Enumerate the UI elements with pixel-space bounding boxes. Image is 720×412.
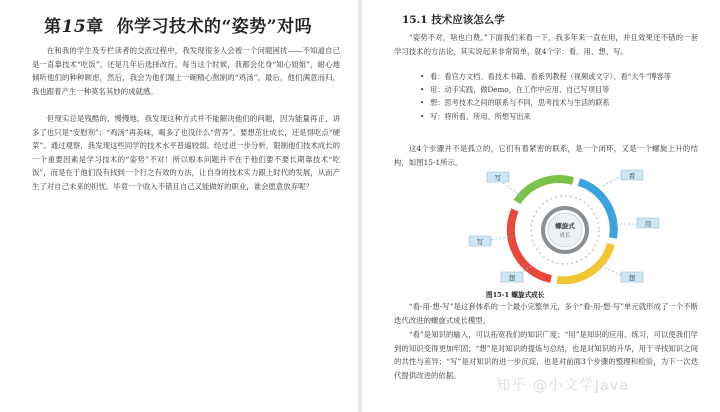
connector-line bbox=[601, 266, 623, 276]
tag-use-right bbox=[637, 218, 659, 228]
tag-look-top-label: 看 bbox=[628, 172, 636, 180]
spiral-growth-figure bbox=[461, 166, 667, 284]
section-title: 15.1 技术应该怎么学 bbox=[402, 14, 505, 26]
intro-paragraph: “姿势不对，啥也白费。”下面我们来看一下，我多年来一直在用，并且效果还不错的一套学习技术的方法论，其实说起来非常简单，就4个字：看、用、想、写。 bbox=[394, 33, 698, 56]
center-label-line1: 螺旋式 bbox=[555, 222, 575, 230]
center-circle-inner bbox=[548, 213, 582, 247]
left-paragraph-2: 但现实总是残酷的，慢慢地，我发现这种方式并不能解决他们的问题，因为能量再正，讲多了也只是“安慰剂”；“鸡汤”再美味，喝多了也没什么“营养”。要想茁壮成长，还是得吃点“硬菜”。通过观察，我发现这些同学的技术水平普遍较弱。经过进一步分析，限制他们技术成长的一个重要因素是学习技术的“姿势”不对！所以根本问题并不在于他们要不要长期靠技术“吃饭”，而是在于他们没有找到一个行之有效的方法，让自身的技术实力跟上时代的发展，从而产生了对自己未来的担忧。毕竟一个收入不错且自己又能做好的职业，谁会愿意放弃呢？ bbox=[32, 114, 340, 191]
connector-line bbox=[603, 176, 621, 186]
chapter-suffix: 章 bbox=[86, 17, 104, 37]
after-bullets-paragraph: 这4个步骤并不是孤立的，它们有着紧密的联系，是一个闭环，又是一个螺旋上升的结构，如图15-1所示。 bbox=[394, 144, 698, 167]
chapter-number: 15 bbox=[61, 17, 87, 37]
para-last: “看”是知识的输入，可以拓宽我们的知识广度；“用”是知识的应用、练习，可以使我们学到的知识变得更加牢固；“想”是对知识的提炼与总结，也是对知识的升华，用于寻找知识之间的共性与差异；“写”是对知识的进一步沉淀，也是对前面3个步骤的整理和检验，为下一次迭代提供改进的依据。 bbox=[394, 330, 698, 380]
tag-think-bottom bbox=[621, 272, 643, 282]
tag-write-left-label: 写 bbox=[476, 238, 484, 246]
zhihu-watermark: 知乎 @小文学Java bbox=[496, 378, 630, 394]
tag-think-bottomleft bbox=[501, 272, 523, 282]
tag-look-top bbox=[621, 170, 643, 180]
chapter-title bbox=[44, 12, 312, 37]
tag-use-right-label: 用 bbox=[644, 220, 652, 228]
para-after-figure: “看-用-想-写”是这套体系的一个最小完整单元，多个“看-用-想-写”单元就形成了一个不断迭代改进的螺旋式成长模型。 bbox=[394, 302, 698, 325]
figure-caption: 图15-1 螺旋式成长 bbox=[486, 291, 545, 299]
tag-write-topleft-label: 写 bbox=[494, 174, 502, 182]
bullet-item-use: • 用：动手实践，做Demo，在工作中应用、自己写项目等 bbox=[402, 83, 702, 96]
tag-think-bottomleft-label: 想 bbox=[508, 274, 516, 282]
left-paragraph-1: 在和我的学生及专栏读者的交流过程中，我发现很多人会被一个问题困扰——不知道自己是一直靠技术“吃饭”，还是几年后选择改行。每当这个时候，我都会化身“知心姐姐”，耐心地倾听他们的种种顾虑，然后，我会为他们端上一碗精心熬制的“鸡汤”。最后，他们满意而归，我也跟着产生一种莫名其妙的成就感。 bbox=[32, 46, 340, 96]
tag-write-left bbox=[469, 236, 491, 246]
bullet-item-think: • 想：思考技术之间的联系与不同，思考技术与生活的联系 bbox=[402, 96, 702, 109]
bullet-item-write: • 写：将所看、所用、所想写出来 bbox=[402, 110, 702, 123]
ring-arc-green bbox=[517, 179, 573, 202]
chapter-heading-text: 你学习技术的“姿势”对吗 bbox=[116, 17, 313, 37]
tag-write-topleft bbox=[487, 172, 509, 182]
chapter-prefix: 第 bbox=[44, 17, 62, 37]
connector-line bbox=[499, 180, 521, 196]
center-label-line2: 成长 bbox=[559, 233, 571, 239]
bullet-item-look: • 看：看官方文档、看技术书籍、看系列教程（视频或文字）、看“大牛”博客等 bbox=[402, 70, 702, 83]
tag-think-bottom-label: 想 bbox=[628, 274, 636, 282]
method-bullet-list bbox=[402, 70, 702, 123]
